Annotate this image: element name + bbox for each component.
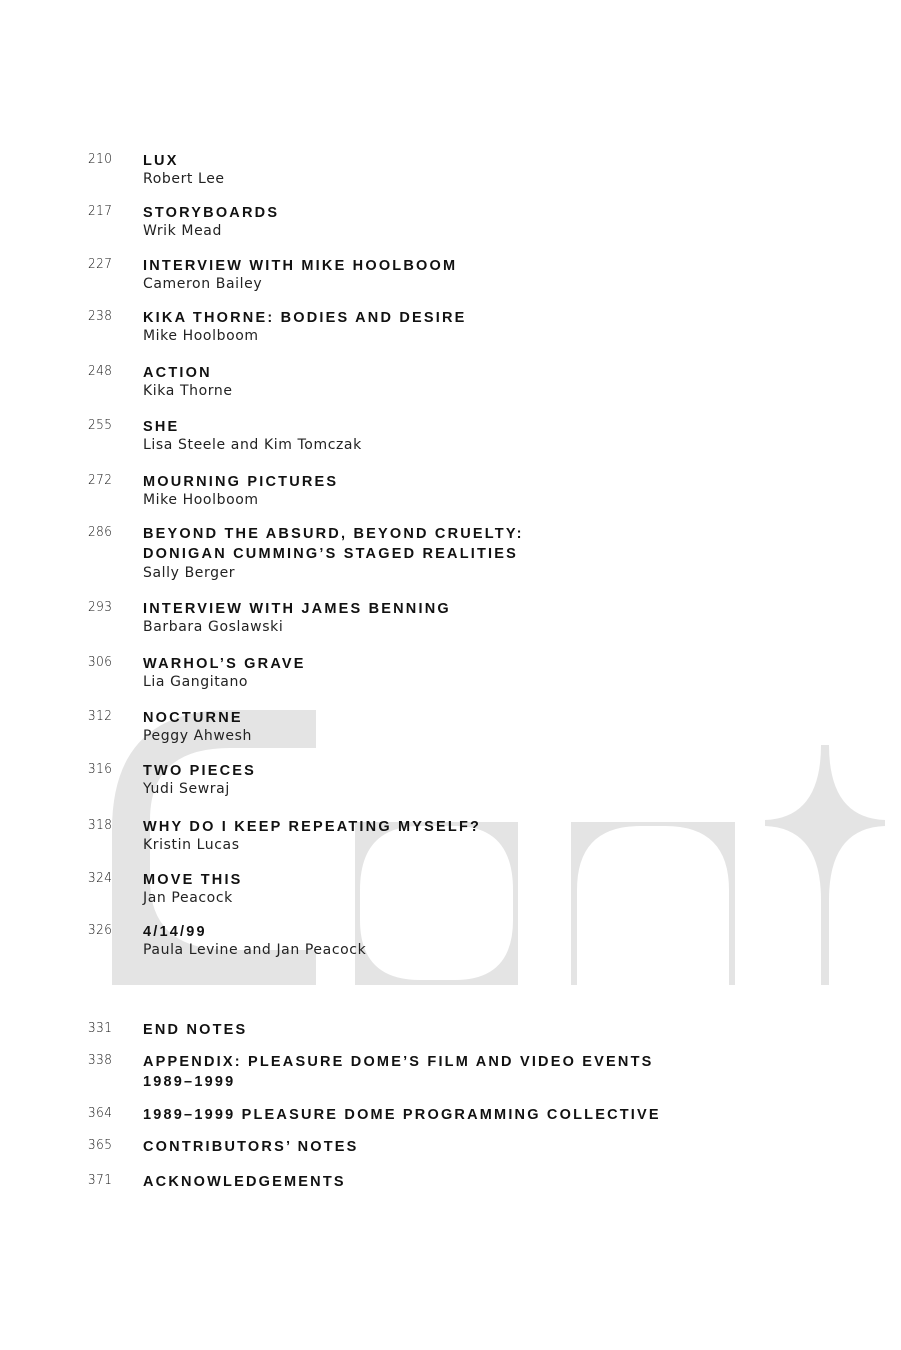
page-number: 338 xyxy=(88,1052,113,1068)
entry-title: WARHOL’S GRAVE xyxy=(143,656,306,672)
entry-title-line: 1989–1999 xyxy=(143,1074,236,1090)
entry-author: Mike Hoolboom xyxy=(143,328,259,344)
entry-title-line: APPENDIX: PLEASURE DOME’S FILM AND VIDEO EVENTS xyxy=(143,1054,654,1070)
entry-title: MOVE THIS xyxy=(143,872,243,888)
page-number: 293 xyxy=(88,599,113,615)
page-number: 371 xyxy=(88,1172,113,1188)
page-number: 255 xyxy=(88,417,113,433)
entry-author: Wrik Mead xyxy=(143,223,222,239)
page-number: 331 xyxy=(88,1020,113,1036)
entry-title-line: DONIGAN CUMMING’S STAGED REALITIES xyxy=(143,546,519,562)
entry-author: Cameron Bailey xyxy=(143,276,263,292)
page-number: 312 xyxy=(88,708,113,724)
entry-title: LUX xyxy=(143,153,179,169)
entry-author: Barbara Goslawski xyxy=(143,619,284,635)
page-number: 324 xyxy=(88,870,113,886)
entry-author: Peggy Ahwesh xyxy=(143,728,252,744)
entry-title: TWO PIECES xyxy=(143,763,257,779)
page-number: 248 xyxy=(88,363,113,379)
entry-title: INTERVIEW WITH JAMES BENNING xyxy=(143,601,451,617)
entry-author: Jan Peacock xyxy=(143,890,233,906)
entry-title: 1989–1999 PLEASURE DOME PROGRAMMING COLLECTIVE xyxy=(143,1107,661,1123)
page-number: 306 xyxy=(88,654,113,670)
page-number: 272 xyxy=(88,472,113,488)
entry-title: CONTRIBUTORS’ NOTES xyxy=(143,1139,359,1155)
page-number: 316 xyxy=(88,761,113,777)
page-number: 286 xyxy=(88,524,113,540)
entry-title: SHE xyxy=(143,419,180,435)
entry-title: INTERVIEW WITH MIKE HOOLBOOM xyxy=(143,258,458,274)
entry-author: Lisa Steele and Kim Tomczak xyxy=(143,437,362,453)
page-number: 238 xyxy=(88,308,113,324)
page-number: 217 xyxy=(88,203,113,219)
entry-title xyxy=(143,1052,654,1092)
entry-title: ACKNOWLEDGEMENTS xyxy=(143,1174,346,1190)
page-number: 318 xyxy=(88,817,113,833)
page-number: 365 xyxy=(88,1137,113,1153)
entry-title: WHY DO I KEEP REPEATING MYSELF? xyxy=(143,819,482,835)
entry-title: END NOTES xyxy=(143,1022,248,1038)
entry-author: Kika Thorne xyxy=(143,383,233,399)
page-number: 227 xyxy=(88,256,113,272)
entry-title: KIKA THORNE: BODIES AND DESIRE xyxy=(143,310,467,326)
page-number: 326 xyxy=(88,922,113,938)
entry-title: STORYBOARDS xyxy=(143,205,280,221)
page-number: 210 xyxy=(88,151,113,167)
page-number: 364 xyxy=(88,1105,113,1121)
entry-author: Kristin Lucas xyxy=(143,837,240,853)
entry-title: 4/14/99 xyxy=(143,924,207,940)
entry-author: Lia Gangitano xyxy=(143,674,249,690)
entry-title-line: BEYOND THE ABSURD, BEYOND CRUELTY: xyxy=(143,526,524,542)
entry-title: MOURNING PICTURES xyxy=(143,474,339,490)
entry-title: NOCTURNE xyxy=(143,710,243,726)
entry-author: Sally Berger xyxy=(143,565,236,581)
entry-author: Robert Lee xyxy=(143,171,225,187)
entry-author: Yudi Sewraj xyxy=(143,781,230,797)
entry-author: Paula Levine and Jan Peacock xyxy=(143,942,367,958)
entry-title xyxy=(143,524,524,564)
entry-title: ACTION xyxy=(143,365,212,381)
entry-author: Mike Hoolboom xyxy=(143,492,259,508)
